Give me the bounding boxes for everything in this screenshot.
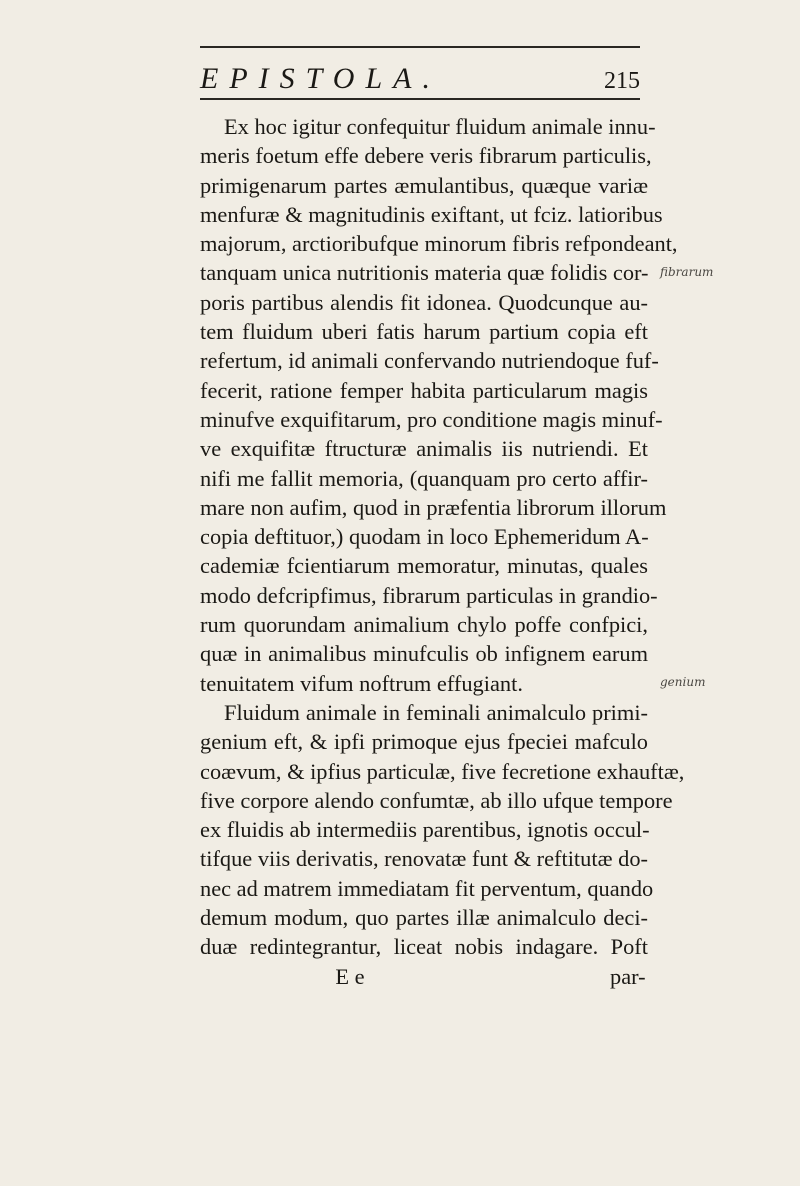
text-line: demum modum, quo partes illæ animalculo deci- — [200, 905, 648, 931]
running-title: EPISTOLA. — [200, 62, 441, 95]
text-line: quæ in animalibus minufculis ob infignem earum — [200, 641, 648, 667]
margin-note: fibrarum — [660, 265, 714, 279]
text-line: poris partibus alendis fit idonea. Quodcunque au- — [200, 289, 648, 315]
text-line: Ex hoc igitur confequitur fluidum animale innu- — [224, 114, 656, 139]
text-line: meris foetum effe debere veris fibrarum particulis, — [200, 143, 652, 169]
signature-mark: E e — [335, 963, 365, 989]
body-text — [200, 112, 685, 991]
text-line: refertum, id animali confervando nutriendoque fuf- — [200, 348, 659, 374]
margin-note: genium — [660, 675, 706, 689]
text-line: five corpore alendo confumtæ, ab illo ufque tempore — [200, 787, 673, 813]
signature-line — [200, 962, 648, 991]
page-header — [200, 62, 640, 98]
text-line: modo defcripfimus, fibrarum particulas in grandio- — [200, 582, 658, 608]
text-line: rum quorundam animalium chylo poffe confpici, — [200, 612, 648, 638]
text-line: tenuitatem vifum noftrum effugiant. — [200, 670, 523, 696]
header-rule — [200, 98, 640, 100]
text-line: cademiæ fcientiarum memoratur, minutas, quales — [200, 553, 648, 579]
text-line: nifi me fallit memoria, (quanquam pro certo affir- — [200, 465, 648, 491]
text-line: mare non aufim, quod in præfentia librorum illorum — [200, 494, 667, 520]
text-line: primigenarum partes æmulantibus, quæque variæ — [200, 172, 648, 198]
text-line: nec ad matrem immediatam fit perventum, quando — [200, 875, 654, 901]
text-line: Fluidum animale in feminali animalculo primi- — [224, 699, 648, 725]
text-line: majorum, arctioribufque minorum fibris refpondeant, — [200, 231, 678, 257]
text-line: duæ redintegrantur, liceat nobis indagare. Poft — [200, 934, 648, 960]
text-line: genium eft, & ipfi primoque ejus fpeciei mafculo — [200, 729, 648, 755]
text-line: tem fluidum uberi fatis harum partium copia eft — [200, 319, 648, 345]
text-line: coævum, & ipfius particulæ, five fecretione exhauftæ, — [200, 758, 685, 784]
page-number: 215 — [604, 68, 640, 94]
text-line: tanquam unica nutritionis materia quæ folidis cor- — [200, 260, 649, 286]
text-line: copia deftituor,) quodam in loco Ephemeridum A- — [200, 524, 649, 550]
text-line: tifque viis derivatis, renovatæ funt & reftitutæ do- — [200, 846, 648, 872]
top-rule — [200, 46, 640, 48]
text-line: fecerit, ratione femper habita particularum magis — [200, 377, 648, 403]
text-line: menfuræ & magnitudinis exiftant, ut fciz. latioribus — [200, 201, 663, 227]
catchword: par- — [610, 963, 646, 989]
text-line: minufve exquifitarum, pro conditione magis minuf- — [200, 406, 663, 432]
text-line: ex fluidis ab intermediis parentibus, ignotis occul- — [200, 817, 650, 843]
text-line: ve exquifitæ ftructuræ animalis iis nutriendi. Et — [200, 436, 648, 462]
